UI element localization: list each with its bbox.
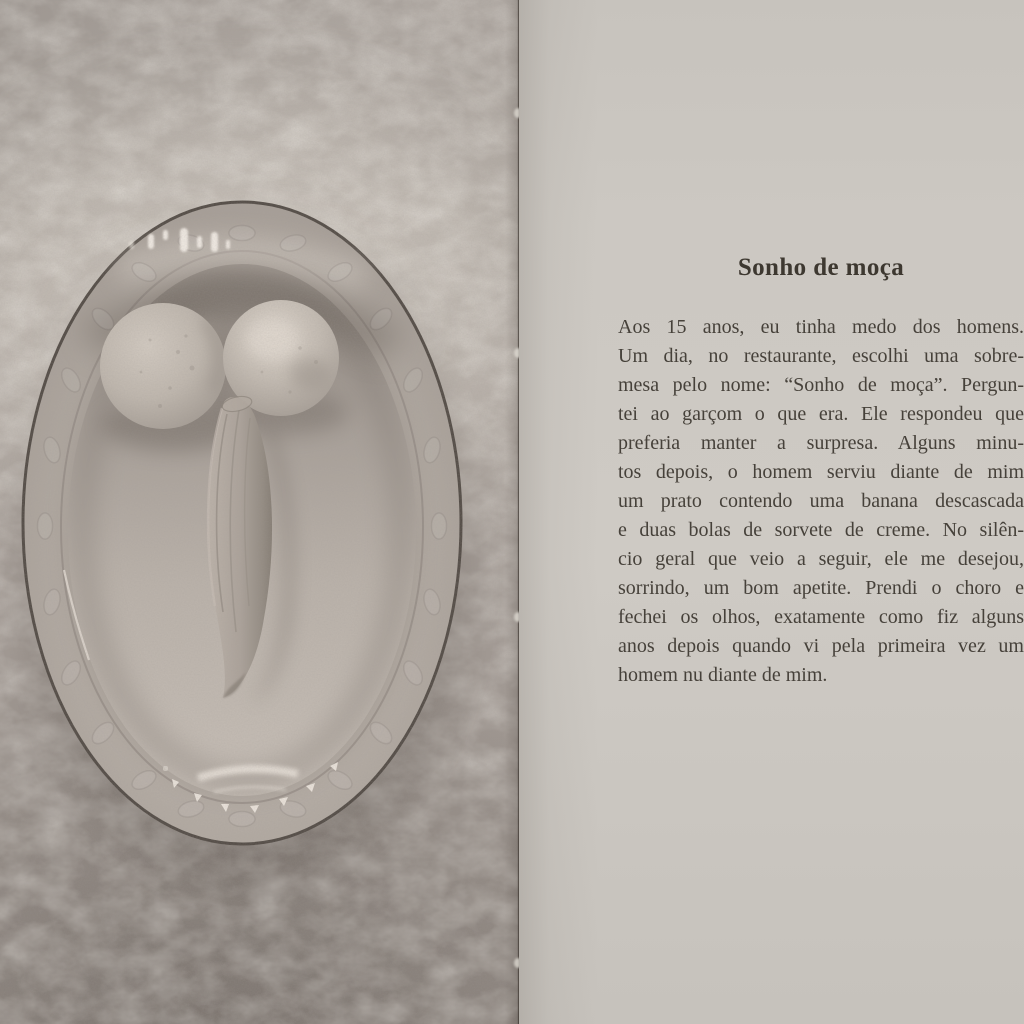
story-line: fechei os olhos, exatamente como fiz alguns bbox=[618, 606, 1024, 628]
story-line: mesa pelo nome: “Sonho de moça”. Pergun- bbox=[618, 374, 1024, 396]
story-line: Um dia, no restaurante, escolhi uma sobre- bbox=[618, 345, 1024, 367]
story-line: anos depois quando vi pela primeira vez um bbox=[618, 635, 1024, 657]
story-line: um prato contendo uma banana descascada bbox=[618, 490, 1024, 512]
story-line: Aos 15 anos, eu tinha medo dos homens. bbox=[618, 316, 1024, 338]
story-text bbox=[618, 313, 1024, 690]
story-line: tos depois, o homem serviu diante de mim bbox=[618, 461, 1024, 483]
right-page bbox=[519, 0, 1024, 1024]
story-line: preferia manter a surpresa. Alguns minu- bbox=[618, 432, 1024, 454]
story-line: tei ao garçom o que era. Ele respondeu que bbox=[618, 403, 1024, 425]
story-line: sorrindo, um bom apetite. Prendi o choro e bbox=[618, 577, 1024, 599]
story-line: homem nu diante de mim. bbox=[618, 664, 828, 686]
story-line: e duas bolas de sorvete de creme. No silên- bbox=[618, 519, 1024, 541]
story-title: Sonho de moça bbox=[737, 254, 905, 281]
story-line: cio geral que veio a seguir, ele me desejou, bbox=[618, 548, 1024, 570]
